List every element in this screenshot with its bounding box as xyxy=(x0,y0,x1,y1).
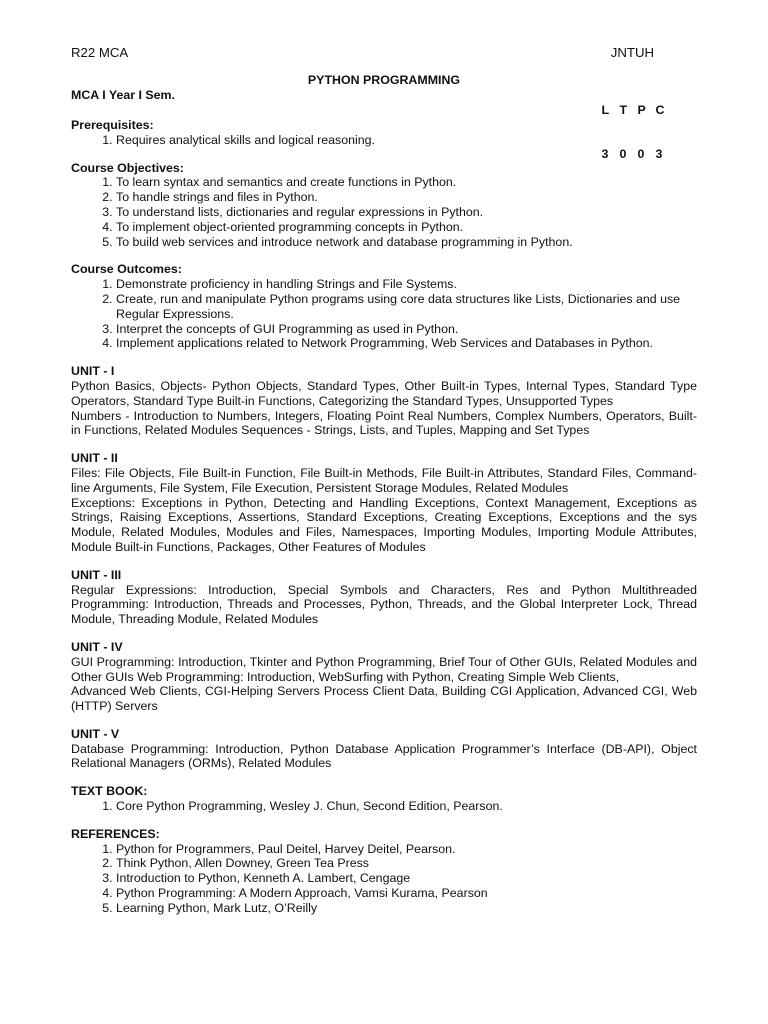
list-item: 2. Create, run and manipulate Python programs using core data structures like Lists, Dictionaries and use Regular Expressions. xyxy=(116,292,697,322)
list-item: 2. To handle strings and files in Python. xyxy=(116,190,697,205)
ltpc-label-p: P xyxy=(637,102,646,117)
ltpc-label-c: C xyxy=(655,102,665,117)
objectives-heading: Course Objectives: xyxy=(71,160,184,175)
list-item: 3. Introduction to Python, Kenneth A. Lambert, Cengage xyxy=(116,871,697,886)
references-heading: REFERENCES: xyxy=(71,826,160,841)
list-item: 4. Python Programming: A Modern Approach, Vamsi Kurama, Pearson xyxy=(116,886,697,901)
ltpc-value-t: 0 xyxy=(619,147,627,162)
unit-2-paragraph-2: Exceptions: Exceptions in Python, Detecting and Handling Exceptions, Context Management, Exceptions as Strings, Raising Exceptions, Assertions, Standard Exceptions, Creating Exceptions, Exceptions and the sys Module, Related Modules, Modules and Files, Namespaces, Importing Modules, Importing Module Attributes, Module Built-in Functions, Packages, Other Features of Modules xyxy=(71,495,697,554)
references-list xyxy=(71,842,697,916)
list-item: 2. Think Python, Allen Downey, Green Tea Press xyxy=(116,856,697,871)
prerequisites-section xyxy=(71,118,697,148)
unit-3-section xyxy=(71,568,697,627)
list-item: 1. Core Python Programming, Wesley J. Chun, Second Edition, Pearson. xyxy=(116,799,697,814)
list-item: 1. Requires analytical skills and logical reasoning. xyxy=(116,133,697,148)
prerequisites-list xyxy=(71,133,697,148)
unit-3-paragraph-1: Regular Expressions: Introduction, Special Symbols and Characters, Res and Python Multithreaded Programming: Introduction, Threads and Processes, Python, Threads, and the Global Interpreter Lock, Thread Module, Threading Module, Related Modules xyxy=(71,582,697,627)
list-item: 1. Demonstrate proficiency in handling Strings and File Systems. xyxy=(116,277,697,292)
unit-2-section xyxy=(71,451,697,555)
references-section xyxy=(71,827,697,916)
unit-5-paragraph-1: Database Programming: Introduction, Python Database Application Programmer’s Interface (DB-API), Object Relational Managers (ORMs), Related Modules xyxy=(71,741,697,771)
unit-4-paragraph-2: Advanced Web Clients, CGI-Helping Servers Process Client Data, Building CGI Application, Advanced CGI, Web (HTTP) Servers xyxy=(71,684,697,714)
unit-3-heading: UNIT - III xyxy=(71,567,122,582)
year-sem-label: MCA I Year I Sem. xyxy=(71,88,175,102)
unit-1-section xyxy=(71,364,697,438)
ltpc-value-p: 0 xyxy=(637,147,645,162)
syllabus-content xyxy=(71,118,697,929)
unit-5-section xyxy=(71,727,697,771)
list-item: 5. Learning Python, Mark Lutz, O’Reilly xyxy=(116,901,697,916)
list-item: 1. To learn syntax and semantics and create functions in Python. xyxy=(116,175,697,190)
unit-4-heading: UNIT - IV xyxy=(71,639,123,654)
textbook-section xyxy=(71,784,697,814)
unit-1-paragraph-2: Numbers - Introduction to Numbers, Integers, Floating Point Real Numbers, Complex Numbers, Operators, Built-in Functions, Related Modules Sequences - Strings, Lists, and Tuples, Mapping and Set Types xyxy=(71,408,697,438)
unit-1-paragraph-1: Python Basics, Objects- Python Objects, Standard Types, Other Built-in Types, Internal Types, Standard Type Operators, Standard Type Built-in Functions, Categorizing the Standard Types, Unsupported Types xyxy=(71,378,697,408)
outcomes-list xyxy=(71,277,697,351)
unit-2-paragraph-1: Files: File Objects, File Built-in Function, File Built-in Methods, File Built-in Attributes, Standard Files, Command-line Arguments, File System, File Execution, Persistent Storage Modules, Related Modules xyxy=(71,465,697,495)
textbook-list xyxy=(71,799,697,814)
objectives-section xyxy=(71,161,697,250)
regulation-label: R22 MCA xyxy=(71,45,129,60)
unit-4-section xyxy=(71,640,697,714)
list-item: 5. To build web services and introduce network and database programming in Python. xyxy=(116,235,697,250)
course-title: PYTHON PROGRAMMING xyxy=(307,73,461,87)
unit-2-heading: UNIT - II xyxy=(71,451,118,466)
unit-5-heading: UNIT - V xyxy=(71,726,120,741)
prerequisites-heading: Prerequisites: xyxy=(71,118,154,132)
list-item: 1. Python for Programmers, Paul Deitel, Harvey Deitel, Pearson. xyxy=(116,842,697,857)
textbook-heading: TEXT BOOK: xyxy=(71,784,148,799)
outcomes-section xyxy=(71,262,697,351)
unit-4-paragraph-1: GUI Programming: Introduction, Tkinter and Python Programming, Brief Tour of Other GUIs, Related Modules and Other GUIs Web Programming: Introduction, WebSurfing with Python, Creating Simple Web Clients, xyxy=(71,654,697,684)
list-item: 3. To understand lists, dictionaries and regular expressions in Python. xyxy=(116,205,697,220)
list-item: 3. Interpret the concepts of GUI Programming as used in Python. xyxy=(116,322,697,337)
outcomes-heading: Course Outcomes: xyxy=(71,262,182,277)
ltpc-value-l: 3 xyxy=(601,147,609,162)
list-item: 4. Implement applications related to Network Programming, Web Services and Databases in Python. xyxy=(116,336,697,351)
ltpc-label-l: L xyxy=(601,102,610,117)
university-label: JNTUH xyxy=(610,45,654,60)
ltpc-value-c: 3 xyxy=(655,147,663,162)
ltpc-label-t: T xyxy=(619,102,628,117)
list-item: 4. To implement object-oriented programming concepts in Python. xyxy=(116,220,697,235)
objectives-list xyxy=(71,175,697,249)
unit-1-heading: UNIT - I xyxy=(71,364,115,379)
